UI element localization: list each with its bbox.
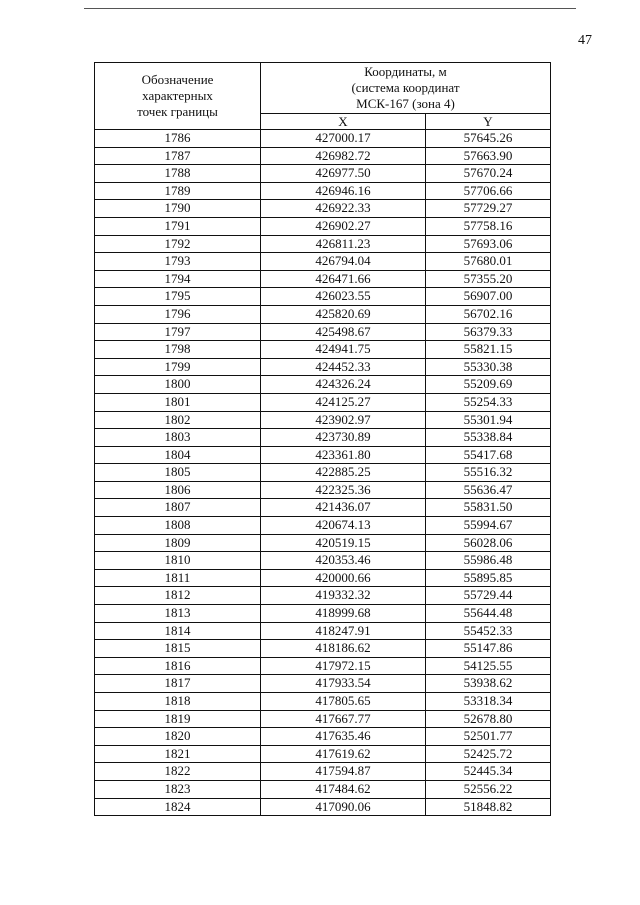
x-coordinate-cell: 417667.77	[261, 710, 426, 728]
table-row	[95, 130, 551, 148]
point-id-cell: 1786	[95, 130, 261, 148]
y-coordinate-cell: 52501.77	[426, 728, 551, 746]
x-coordinate-cell: 426982.72	[261, 147, 426, 165]
x-coordinate-cell: 417972.15	[261, 657, 426, 675]
x-coordinate-cell: 427000.17	[261, 130, 426, 148]
table-row	[95, 728, 551, 746]
y-coordinate-cell: 51848.82	[426, 798, 551, 816]
y-coordinate-cell: 52425.72	[426, 745, 551, 763]
y-coordinate-cell: 52556.22	[426, 780, 551, 798]
coordinates-table	[94, 62, 551, 816]
table-row	[95, 464, 551, 482]
point-id-cell: 1809	[95, 534, 261, 552]
x-coordinate-cell: 418247.91	[261, 622, 426, 640]
point-id-cell: 1818	[95, 693, 261, 711]
table-row	[95, 745, 551, 763]
point-id-cell: 1822	[95, 763, 261, 781]
x-coordinate-cell: 420000.66	[261, 569, 426, 587]
y-coordinate-cell: 55254.33	[426, 393, 551, 411]
table-row	[95, 552, 551, 570]
table-row	[95, 675, 551, 693]
x-coordinate-cell: 417619.62	[261, 745, 426, 763]
y-coordinate-cell: 53318.34	[426, 693, 551, 711]
x-coordinate-cell: 426946.16	[261, 182, 426, 200]
x-coordinate-cell: 426902.27	[261, 217, 426, 235]
table-row	[95, 499, 551, 517]
y-coordinate-cell: 55209.69	[426, 376, 551, 394]
x-coordinate-cell: 424452.33	[261, 358, 426, 376]
table-row	[95, 323, 551, 341]
point-id-cell: 1787	[95, 147, 261, 165]
x-coordinate-cell: 421436.07	[261, 499, 426, 517]
table-row	[95, 429, 551, 447]
x-coordinate-cell: 426023.55	[261, 288, 426, 306]
point-id-cell: 1820	[95, 728, 261, 746]
y-coordinate-cell: 56028.06	[426, 534, 551, 552]
table-row	[95, 200, 551, 218]
point-id-cell: 1819	[95, 710, 261, 728]
y-coordinate-cell: 55147.86	[426, 640, 551, 658]
point-id-cell: 1813	[95, 605, 261, 623]
coords-header-line: МСК-167 (зона 4)	[356, 96, 455, 111]
point-id-cell: 1807	[95, 499, 261, 517]
coords-header-line: (система координат	[351, 80, 460, 95]
table-row	[95, 710, 551, 728]
point-id-cell: 1797	[95, 323, 261, 341]
y-coordinate-cell: 57680.01	[426, 253, 551, 271]
x-coordinate-cell: 426922.33	[261, 200, 426, 218]
x-coordinate-cell: 425498.67	[261, 323, 426, 341]
x-coordinate-cell: 417090.06	[261, 798, 426, 816]
x-coordinate-cell: 417805.65	[261, 693, 426, 711]
point-id-cell: 1789	[95, 182, 261, 200]
y-coordinate-cell: 55417.68	[426, 446, 551, 464]
point-id-cell: 1810	[95, 552, 261, 570]
point-id-cell: 1803	[95, 429, 261, 447]
table-row	[95, 622, 551, 640]
table-row	[95, 217, 551, 235]
top-rule	[84, 8, 576, 9]
table-row	[95, 305, 551, 323]
table-row	[95, 605, 551, 623]
x-column-header: X	[261, 114, 426, 130]
table-row	[95, 288, 551, 306]
x-coordinate-cell: 424941.75	[261, 341, 426, 359]
y-column-header: Y	[426, 114, 551, 130]
point-id-cell: 1817	[95, 675, 261, 693]
point-id-cell: 1794	[95, 270, 261, 288]
point-header-line: характерных	[142, 88, 213, 103]
y-coordinate-cell: 57758.16	[426, 217, 551, 235]
table-row	[95, 693, 551, 711]
table-row	[95, 341, 551, 359]
point-id-cell: 1798	[95, 341, 261, 359]
point-id-cell: 1793	[95, 253, 261, 271]
point-id-cell: 1801	[95, 393, 261, 411]
y-coordinate-cell: 56907.00	[426, 288, 551, 306]
table-row	[95, 569, 551, 587]
x-coordinate-cell: 420674.13	[261, 517, 426, 535]
point-header-line: точек границы	[137, 104, 218, 119]
point-header-line: Обозначение	[141, 72, 214, 87]
y-coordinate-cell: 55330.38	[426, 358, 551, 376]
y-coordinate-cell: 55821.15	[426, 341, 551, 359]
x-coordinate-cell: 418999.68	[261, 605, 426, 623]
y-coordinate-cell: 52678.80	[426, 710, 551, 728]
point-id-cell: 1800	[95, 376, 261, 394]
y-coordinate-cell: 55729.44	[426, 587, 551, 605]
x-coordinate-cell: 426977.50	[261, 165, 426, 183]
table-row	[95, 376, 551, 394]
y-coordinate-cell: 57645.26	[426, 130, 551, 148]
coordinates-header	[261, 63, 551, 114]
table-row	[95, 763, 551, 781]
point-id-cell: 1815	[95, 640, 261, 658]
x-coordinate-cell: 426811.23	[261, 235, 426, 253]
point-id-cell: 1799	[95, 358, 261, 376]
table-row	[95, 358, 551, 376]
point-id-cell: 1795	[95, 288, 261, 306]
x-coordinate-cell: 419332.32	[261, 587, 426, 605]
table-row	[95, 147, 551, 165]
y-coordinate-cell: 56702.16	[426, 305, 551, 323]
y-coordinate-cell: 55986.48	[426, 552, 551, 570]
table-row	[95, 235, 551, 253]
point-id-cell: 1802	[95, 411, 261, 429]
point-id-cell: 1788	[95, 165, 261, 183]
y-coordinate-cell: 55994.67	[426, 517, 551, 535]
x-coordinate-cell: 420353.46	[261, 552, 426, 570]
y-coordinate-cell: 57663.90	[426, 147, 551, 165]
table-row	[95, 253, 551, 271]
y-coordinate-cell: 55831.50	[426, 499, 551, 517]
point-id-cell: 1792	[95, 235, 261, 253]
y-coordinate-cell: 56379.33	[426, 323, 551, 341]
point-id-cell: 1806	[95, 481, 261, 499]
x-coordinate-cell: 418186.62	[261, 640, 426, 658]
table-row	[95, 517, 551, 535]
point-id-cell: 1808	[95, 517, 261, 535]
table-row	[95, 780, 551, 798]
y-coordinate-cell: 55895.85	[426, 569, 551, 587]
table-row	[95, 411, 551, 429]
table-row	[95, 534, 551, 552]
table-body	[95, 130, 551, 816]
x-coordinate-cell: 422885.25	[261, 464, 426, 482]
table-row	[95, 657, 551, 675]
point-id-cell: 1821	[95, 745, 261, 763]
y-coordinate-cell: 57706.66	[426, 182, 551, 200]
x-coordinate-cell: 423902.97	[261, 411, 426, 429]
y-coordinate-cell: 53938.62	[426, 675, 551, 693]
point-id-cell: 1796	[95, 305, 261, 323]
y-coordinate-cell: 57729.27	[426, 200, 551, 218]
y-coordinate-cell: 57670.24	[426, 165, 551, 183]
x-coordinate-cell: 424326.24	[261, 376, 426, 394]
coords-header-line: Координаты, м	[364, 64, 447, 79]
table-row	[95, 182, 551, 200]
table-row	[95, 270, 551, 288]
point-id-cell: 1790	[95, 200, 261, 218]
table-row	[95, 798, 551, 816]
point-designation-header	[95, 63, 261, 130]
point-id-cell: 1811	[95, 569, 261, 587]
y-coordinate-cell: 52445.34	[426, 763, 551, 781]
x-coordinate-cell: 425820.69	[261, 305, 426, 323]
point-id-cell: 1805	[95, 464, 261, 482]
x-coordinate-cell: 417594.87	[261, 763, 426, 781]
y-coordinate-cell: 55644.48	[426, 605, 551, 623]
table-row	[95, 446, 551, 464]
table-row	[95, 640, 551, 658]
x-coordinate-cell: 422325.36	[261, 481, 426, 499]
y-coordinate-cell: 57693.06	[426, 235, 551, 253]
x-coordinate-cell: 420519.15	[261, 534, 426, 552]
x-coordinate-cell: 417635.46	[261, 728, 426, 746]
table-row	[95, 165, 551, 183]
x-coordinate-cell: 417933.54	[261, 675, 426, 693]
x-coordinate-cell: 423730.89	[261, 429, 426, 447]
y-coordinate-cell: 55636.47	[426, 481, 551, 499]
y-coordinate-cell: 55338.84	[426, 429, 551, 447]
x-coordinate-cell: 426794.04	[261, 253, 426, 271]
y-coordinate-cell: 55452.33	[426, 622, 551, 640]
x-coordinate-cell: 417484.62	[261, 780, 426, 798]
point-id-cell: 1823	[95, 780, 261, 798]
point-id-cell: 1816	[95, 657, 261, 675]
y-coordinate-cell: 55516.32	[426, 464, 551, 482]
x-coordinate-cell: 424125.27	[261, 393, 426, 411]
y-coordinate-cell: 54125.55	[426, 657, 551, 675]
x-coordinate-cell: 423361.80	[261, 446, 426, 464]
point-id-cell: 1824	[95, 798, 261, 816]
table-row	[95, 481, 551, 499]
point-id-cell: 1804	[95, 446, 261, 464]
point-id-cell: 1791	[95, 217, 261, 235]
table-row	[95, 587, 551, 605]
point-id-cell: 1812	[95, 587, 261, 605]
x-coordinate-cell: 426471.66	[261, 270, 426, 288]
page-number: 47	[578, 33, 592, 48]
y-coordinate-cell: 55301.94	[426, 411, 551, 429]
table-row	[95, 393, 551, 411]
point-id-cell: 1814	[95, 622, 261, 640]
y-coordinate-cell: 57355.20	[426, 270, 551, 288]
